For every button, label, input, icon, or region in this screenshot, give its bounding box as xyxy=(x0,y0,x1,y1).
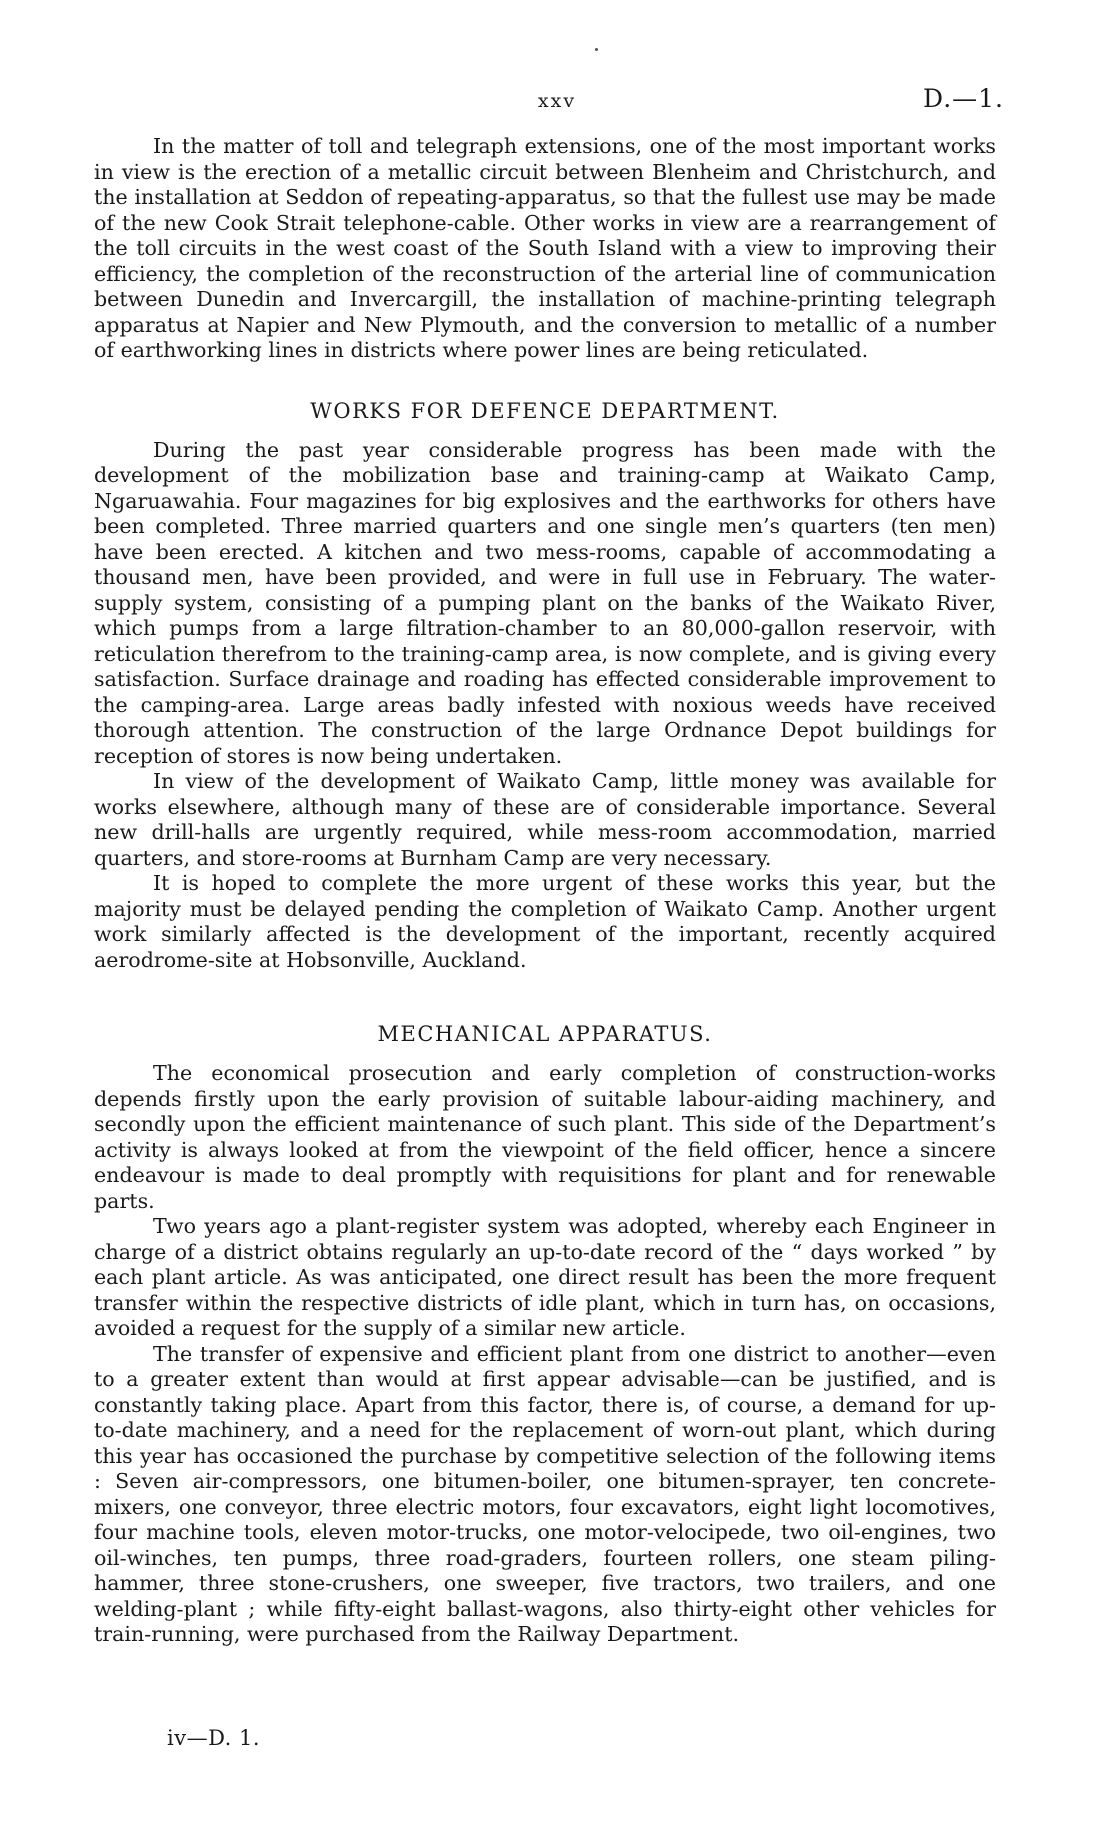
mechanical-paragraph-1: The economical prosecution and early completion of construction-works depends firstly upon the early provision of suitable labour-aiding machinery, and secondly upon the efficient maintenance of such plant. This side of the Department’s activity is always looked at from the viewpoint of the field officer, hence a sincere endeavour is made to deal promptly with requisitions for plant and for renewable parts. xyxy=(94,1061,996,1213)
document-reference: D.—1. xyxy=(923,84,1004,113)
mechanical-paragraph-2: Two years ago a plant-register system was adopted, whereby each Engineer in charge of a district obtains regularly an up-to-date record of the “ days worked ” by each plant article. As was anticipated, one direct result has been the more frequent transfer within the respective districts of idle plant, which in turn has, on occasions, avoided a request for the supply of a similar new article. xyxy=(94,1214,996,1340)
mechanical-paragraph-3: The transfer of expensive and efficient plant from one district to another—even to a greater extent than would at first appear advisable—can be justified, and is constantly taking place. Apart from this factor, there is, of course, a demand for up-to-date machinery, and a need for the replacement of worn-out plant, which during this year has occasioned the purchase by competitive selection of the following items : Seven air-compressors, one bitumen-boiler, one bitumen-sprayer, ten concrete-mixers, one conveyor, three electric motors, four excavators, eight light locomotives, four machine tools, eleven motor-trucks, one motor-velocipede, two oil-engines, two oil-winches, ten pumps, three road-graders, fourteen rollers, one steam piling-hammer, three stone-crushers, one sweeper, five tractors, two trailers, and one welding-plant ; while fifty-eight ballast-wagons, also thirty-eight other vehicles for train-running, were purchased from the Railway Department. xyxy=(94,1341,996,1646)
running-head xyxy=(0,84,1114,124)
intro-paragraph: In the matter of toll and telegraph extensions, one of the most important works in view is the erection of a metallic circuit between Blenheim and Christchurch, and the installation at Seddon of repeating-apparatus, so that the fullest use may be made of the new Cook Strait telephone-cable. Other works in view are a rearrangement of the toll circuits in the west coast of the South Island with a view to improving their efficiency, the completion of the reconstruction of the arterial line of communication between Dunedin and Invercargill, the installation of machine-printing telegraph apparatus at Napier and New Plymouth, and the conversion to metallic of a number of earthworking lines in districts where power lines are being reticulated. xyxy=(94,134,996,362)
signature-mark: iv—D. 1. xyxy=(167,1726,261,1750)
defence-paragraph-3: It is hoped to complete the more urgent of these works this year, but the majority must be delayed pending the completion of Waikato Camp. Another urgent work similarly affected is the development of the important, recently acquired aerodrome-site at Hobsonville, Auckland. xyxy=(94,871,996,972)
print-speck xyxy=(595,48,598,51)
defence-heading: WORKS FOR DEFENCE DEPARTMENT. xyxy=(310,398,780,423)
defence-paragraph-1: During the past year considerable progress has been made with the development of the mobilization base and training-camp at Waikato Camp, Ngaruawahia. Four magazines for big explosives and the earthworks for others have been completed. Three married quarters and one single men’s quarters (ten men) have been erected. A kitchen and two mess-rooms, capable of accommodating a thousand men, have been provided, and were in full use in February. The water-supply system, consisting of a pumping plant on the banks of the Waikato River, which pumps from a large filtration-chamber to an 80,000-gallon reservoir, with reticulation therefrom to the training-camp area, is now complete, and is giving every satisfaction. Surface drainage and roading has effected considerable improvement to the camping-area. Large areas badly infested with noxious weeds have received thorough attention. The construction of the large Ordnance Depot buildings for reception of stores is now being undertaken. xyxy=(94,437,996,768)
defence-paragraph-2: In view of the development of Waikato Camp, little money was available for works elsewhere, although many of these are of considerable importance. Several new drill-halls are urgently required, while mess-room accommodation, married quarters, and store-rooms at Burnham Camp are very necessary. xyxy=(94,769,996,870)
mechanical-heading: MECHANICAL APPARATUS. xyxy=(377,1022,713,1046)
page-number: xxv xyxy=(537,90,577,112)
body-column xyxy=(94,134,996,1648)
